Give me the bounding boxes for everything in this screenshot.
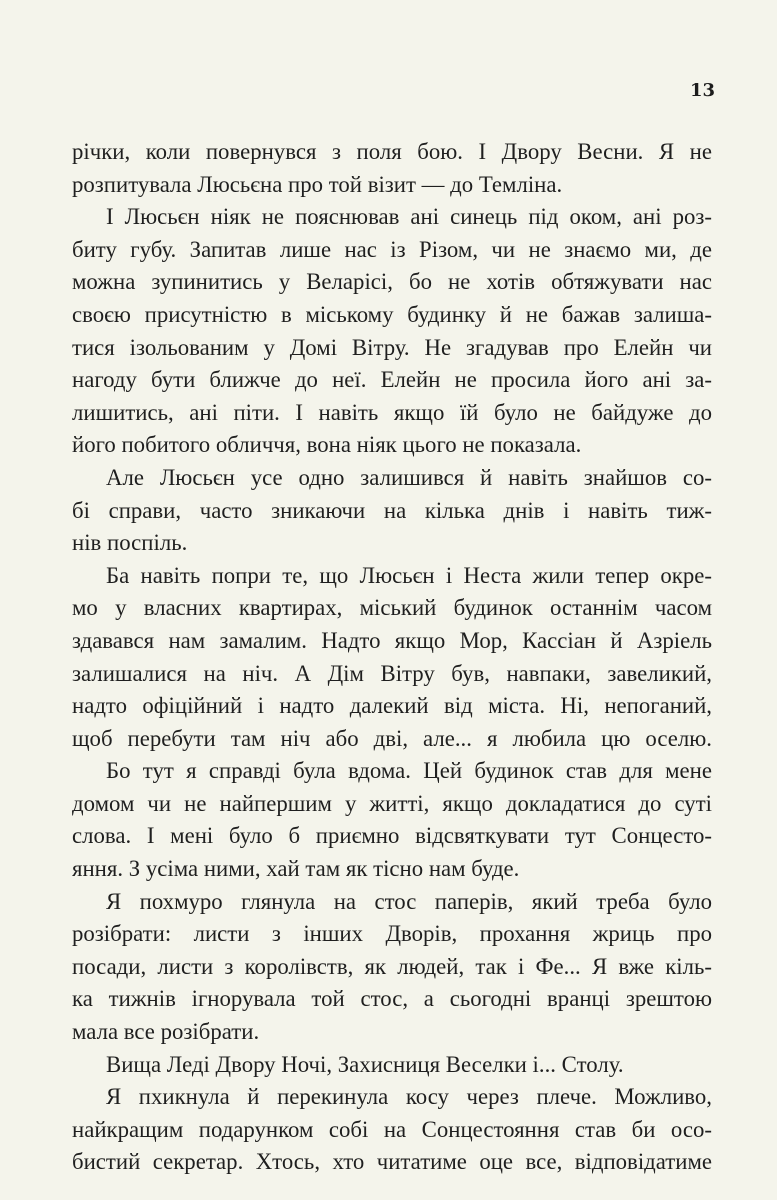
text-line: биту губу. Запитав лише нас із Різом, чи не знаємо ми, де [72, 236, 712, 262]
text-line: бистий секретар. Хтось, хто читатиме оце все, відповідатиме [72, 1149, 712, 1175]
text-line: найкращим подарунком собі на Сонцестояння став би осо- [72, 1116, 712, 1142]
text-line: мо у власних квартирах, міський будинок останнім часом [72, 595, 712, 621]
text-line: залишалися на ніч. А Дім Вітру був, навпаки, завеликий, [72, 660, 712, 686]
text-line: слова. І мені було б приємно відсвяткувати тут Сонцесто- [72, 823, 712, 849]
text-line: мала все розібрати. [72, 1019, 260, 1045]
text-line: своєю присутністю в міському будинку й не бажав залиша- [72, 301, 712, 327]
text-line: Бо тут я справді була вдома. Цей будинок став для мене [106, 758, 712, 784]
text-line: бі справи, часто зникаючи на кілька днів і навіть тиж- [72, 497, 712, 523]
text-line: розібрати: листи з інших Дворів, прохання жриць про [72, 921, 712, 947]
text-line: Ба навіть попри те, що Люсьєн і Неста жили тепер окре- [106, 562, 712, 588]
text-line: ка тижнів ігнорувала той стос, а сьогодні вранці зрештою [72, 986, 712, 1012]
text-line: нів поспіль. [72, 530, 188, 556]
text-line: щоб перебути там ніч або дві, але... я любила цю оселю. [72, 725, 712, 751]
text-line: тися ізольованим у Домі Вітру. Не згадував про Елейн чи [72, 334, 712, 360]
text-line: яння. З усіма ними, хай там як тісно нам буде. [72, 856, 520, 882]
text-line: можна зупинитись у Веларісі, бо не хотів обтяжувати нас [72, 269, 712, 295]
text-line: посади, листи з королівств, як людей, так і Фе... Я вже кіль- [72, 953, 712, 979]
page-number: 13 [689, 80, 715, 101]
text-line: нагоду бути ближче до неї. Елейн не просила його ані за- [72, 367, 712, 393]
text-line: здавався нам замалим. Надто якщо Мор, Кассіан й Азріель [72, 627, 712, 653]
text-line: розпитувала Люсьєна про той візит — до Темліна. [72, 171, 563, 197]
text-line: його побитого обличчя, вона ніяк цього не показала. [72, 432, 582, 458]
text-line: Але Люсьєн усе одно залишився й навіть знайшов со- [106, 464, 712, 490]
text-line: Вища Леді Двору Ночі, Захисниця Веселки і... Столу. [106, 1051, 624, 1077]
body-text [72, 136, 712, 1179]
text-line: домом чи не найпершим у житті, якщо докладатися до суті [72, 790, 712, 816]
text-line: І Люсьєн ніяк не пояснював ані синець під оком, ані роз- [106, 204, 712, 230]
text-line: надто офіційний і надто далекий від міста. Ні, непоганий, [72, 693, 712, 719]
text-line: Я похмуро глянула на стос паперів, який треба було [106, 888, 712, 914]
text-line: Я пхикнула й перекинула косу через плече. Можливо, [106, 1084, 712, 1110]
text-line: річки, коли повернувся з поля бою. І Двору Весни. Я не [72, 139, 712, 164]
text-line: лишитись, ані піти. І навіть якщо їй було не байдуже до [72, 399, 712, 425]
